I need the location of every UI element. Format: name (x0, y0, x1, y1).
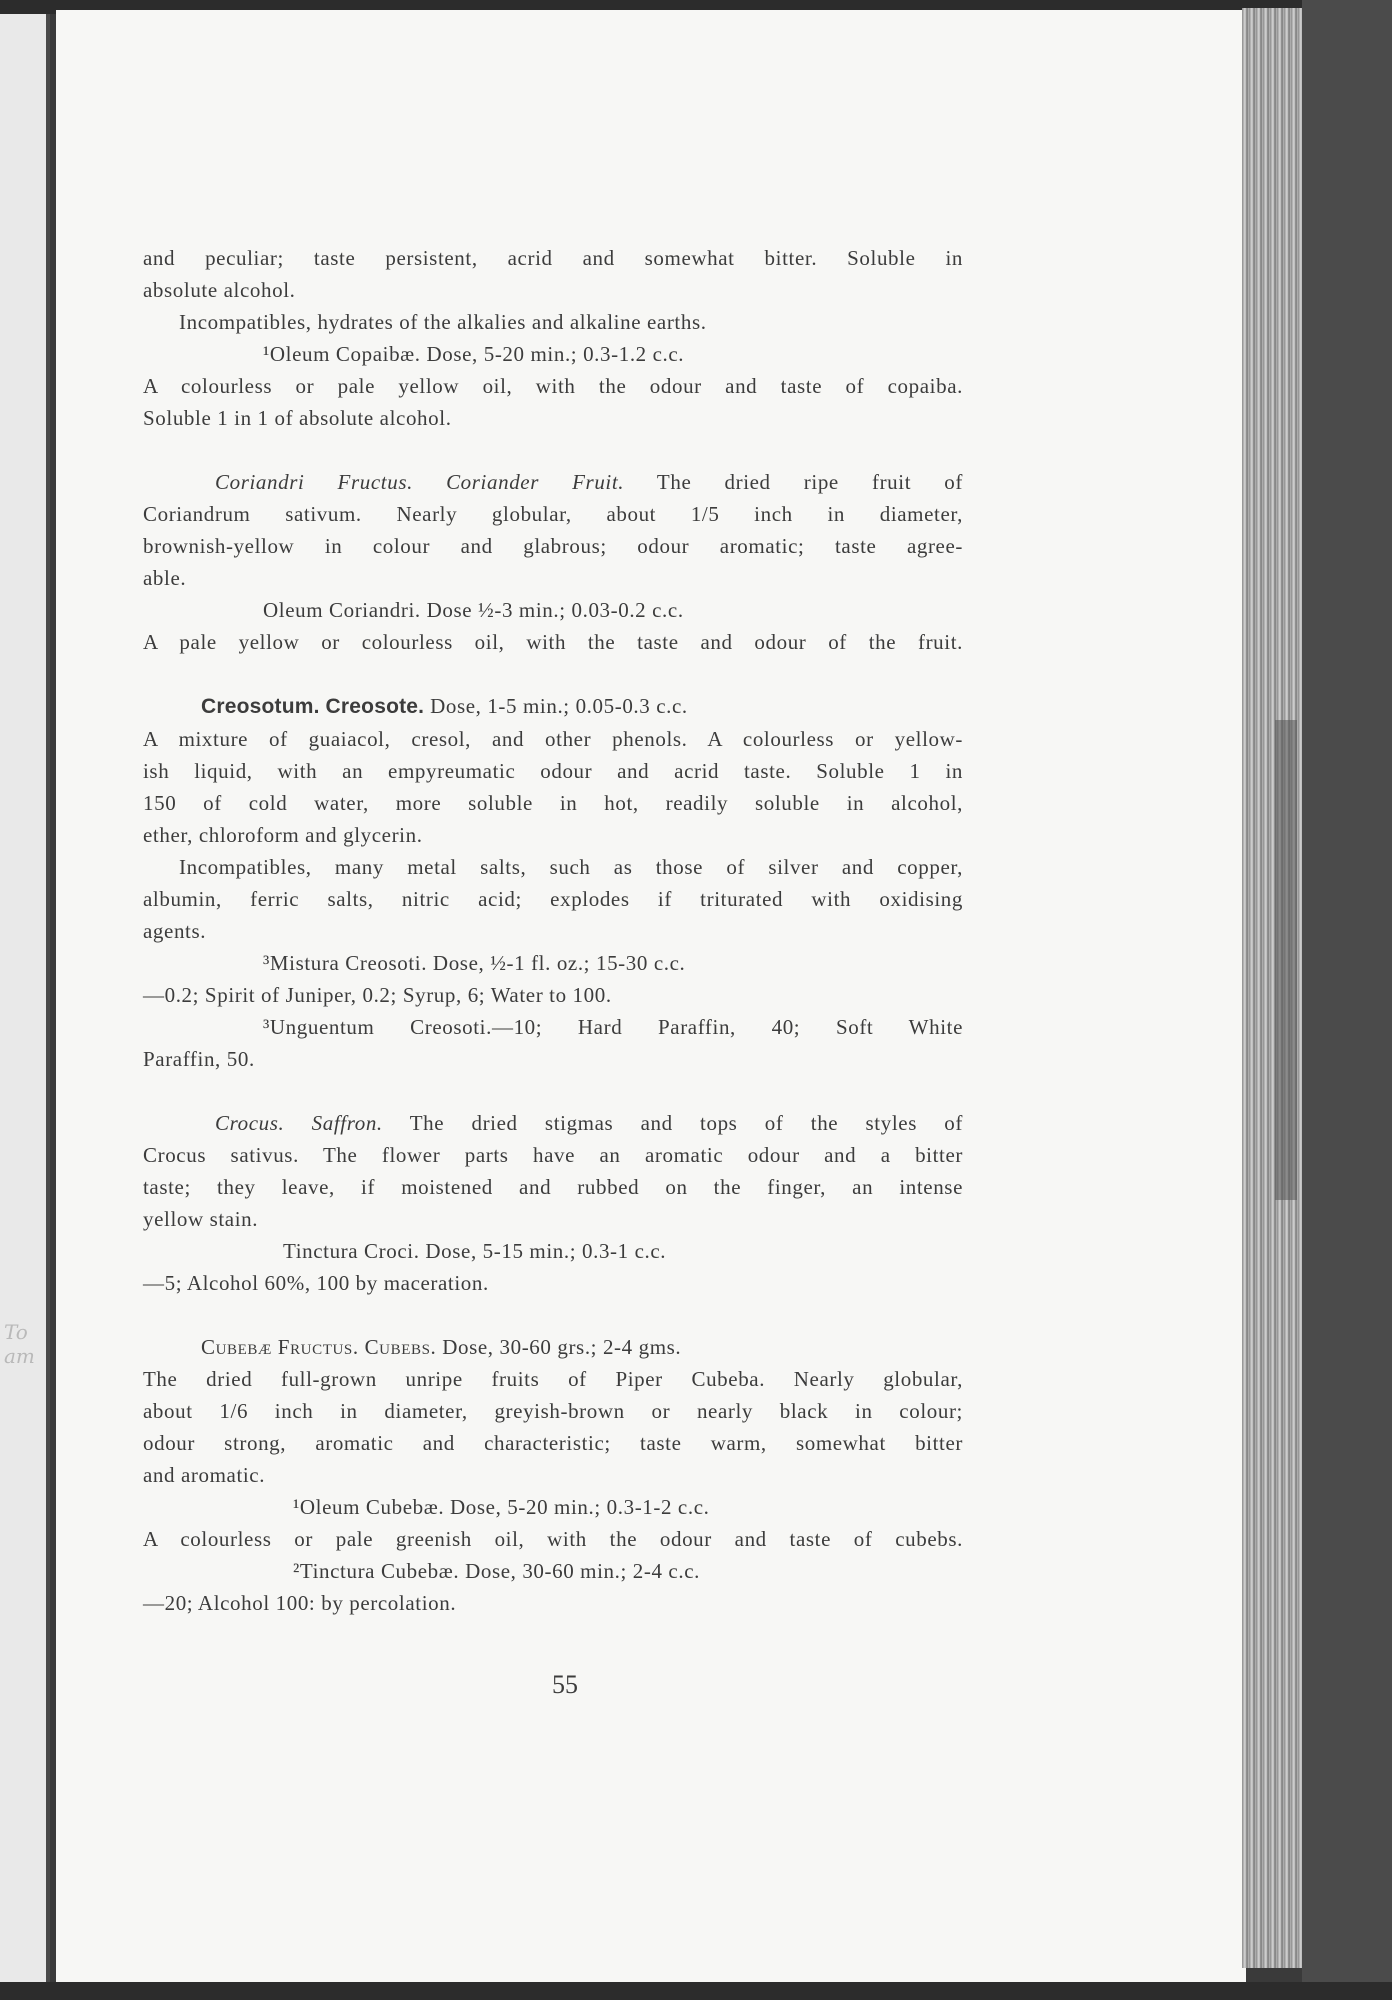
text-line: able. (143, 566, 187, 590)
entry-title-english: Cubebs. (364, 1335, 437, 1359)
entry-heading-line (143, 466, 963, 498)
text-line: Coriandrum sativum. Nearly globular, about 1/5 inch in diameter, (143, 502, 963, 526)
text-line: odour strong, aromatic and characteristic; taste warm, somewhat bitter (143, 1431, 963, 1455)
text-line: A colourless or pale yellow oil, with the odour and taste of copaiba. (143, 374, 963, 398)
handwritten-margin-note: To am (4, 1320, 35, 1368)
preparation-line: Oleum Coriandri. Dose ½-3 min.; 0.03-0.2 c.c. (263, 598, 684, 622)
text-span: Dose, 30-60 grs.; 2-4 gms. (442, 1335, 682, 1359)
text-line: Crocus sativus. The flower parts have an aromatic odour and a bitter (143, 1143, 963, 1167)
preparation-line: ¹Oleum Copaibæ. Dose, 5-20 min.; 0.3-1.2 c.c. (263, 342, 685, 366)
preparation-line: ¹Oleum Cubebæ. Dose, 5-20 min.; 0.3-1-2 c.c. (293, 1495, 710, 1519)
entry-title-english: Coriander Fruit. (446, 470, 625, 494)
text-line: Incompatibles, hydrates of the alkalies and alkaline earths. (179, 310, 707, 334)
previous-page-edge (0, 14, 50, 2000)
page-number: 55 (552, 1670, 578, 1699)
text-line: Soluble 1 in 1 of absolute alcohol. (143, 406, 452, 430)
library-stamp (1275, 720, 1297, 1200)
text-span: The dried stigmas and tops of the styles of (409, 1111, 963, 1135)
text-line: —20; Alcohol 100: by percolation. (143, 1591, 457, 1615)
scan-right-border (1302, 0, 1392, 2000)
preparation-line: Tinctura Croci. Dose, 5-15 min.; 0.3-1 c.c. (283, 1239, 667, 1263)
text-span: Dose, 1-5 min.; 0.05-0.3 c.c. (430, 694, 688, 718)
text-line: ether, chloroform and glycerin. (143, 823, 423, 847)
text-line: brownish-yellow in colour and glabrous; odour aromatic; taste agree- (143, 534, 963, 558)
entry-heading-line (143, 1331, 963, 1363)
entry-title-latin: Crocus. (215, 1111, 285, 1135)
text-line: The dried full-grown unripe fruits of Piper Cubeba. Nearly globular, (143, 1367, 963, 1391)
text-line: Paraffin, 50. (143, 1047, 255, 1071)
page-text (143, 242, 963, 1619)
text-line: and peculiar; taste persistent, acrid and somewhat bitter. Soluble in (143, 246, 963, 270)
preparation-line: ³Mistura Creosoti. Dose, ½-1 fl. oz.; 15-30 c.c. (263, 951, 686, 975)
entry-title-latin: Cubebæ Fructus. (201, 1335, 359, 1359)
text-line: ish liquid, with an empyreumatic odour and acrid taste. Soluble 1 in (143, 759, 963, 783)
text-line: —0.2; Spirit of Juniper, 0.2; Syrup, 6; Water to 100. (143, 983, 612, 1007)
entry-heading-line (143, 1107, 963, 1139)
text-line: and aromatic. (143, 1463, 266, 1487)
text-line: 150 of cold water, more soluble in hot, readily soluble in alcohol, (143, 791, 963, 815)
scan-bottom-border (0, 1982, 1392, 2000)
text-line: —5; Alcohol 60%, 100 by maceration. (143, 1271, 489, 1295)
entry-title-latin: Coriandri Fructus. (215, 470, 413, 494)
entry-title-english: Creosote. (325, 695, 425, 718)
text-line: taste; they leave, if moistened and rubbed on the finger, an intense (143, 1175, 963, 1199)
text-line: albumin, ferric salts, nitric acid; explodes if triturated with oxidising (143, 887, 963, 911)
text-span: The dried ripe fruit of (656, 470, 963, 494)
text-line: yellow stain. (143, 1207, 259, 1231)
text-line: A colourless or pale greenish oil, with the odour and taste of cubebs. (143, 1527, 963, 1551)
entry-title-latin: Creosotum. (201, 695, 320, 718)
preparation-line: ³Unguentum Creosoti.—10; Hard Paraffin, 40; Soft White (263, 1015, 963, 1039)
text-line: absolute alcohol. (143, 278, 296, 302)
text-line: about 1/6 inch in diameter, greyish-brown or nearly black in colour; (143, 1399, 963, 1423)
entry-heading-line (143, 690, 963, 723)
text-line: agents. (143, 919, 207, 943)
preparation-line: ²Tinctura Cubebæ. Dose, 30-60 min.; 2-4 c.c. (293, 1559, 700, 1583)
text-line: A mixture of guaiacol, cresol, and other phenols. A colourless or yellow- (143, 727, 963, 751)
entry-title-english: Saffron. (311, 1111, 383, 1135)
text-line: A pale yellow or colourless oil, with the taste and odour of the fruit. (143, 630, 963, 654)
text-line: Incompatibles, many metal salts, such as those of silver and copper, (179, 855, 963, 879)
